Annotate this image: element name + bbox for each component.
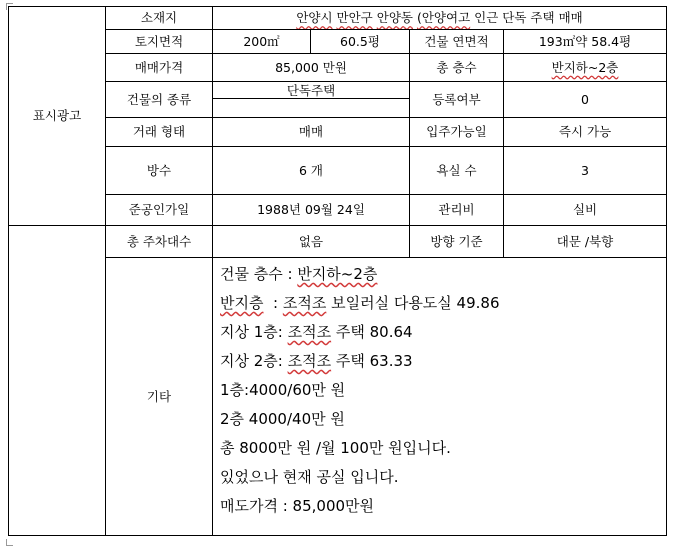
row-deal	[9, 118, 667, 147]
land-label: 토지면적	[106, 30, 213, 54]
notes-line: 지상 2층: 조적조 주택 63.33	[220, 352, 413, 370]
approval-label: 준공인가일	[106, 195, 213, 226]
rooms-value: 6 개	[213, 147, 410, 195]
direction-label: 방향 기준	[410, 226, 504, 258]
bath-value: 3	[504, 147, 667, 195]
building-type-value-cell	[213, 82, 410, 118]
address-city: 안양시	[296, 10, 333, 25]
floor-area-value: 193㎡약 58.4평	[504, 30, 667, 54]
land-pyeong: 60.5평	[311, 30, 410, 54]
floors-value	[504, 54, 667, 82]
ad-section-label: 표시광고	[32, 108, 82, 123]
notes-body	[213, 258, 667, 536]
registered-value: 0	[504, 82, 667, 118]
notes-line: 매도가격 : 85,000만원	[220, 497, 375, 515]
floor-area-label: 건물 연면적	[410, 30, 504, 54]
rooms-label: 방수	[106, 147, 213, 195]
approval-value: 1988년 09월 24일	[213, 195, 410, 226]
notes-line: 1층:4000/60만 원	[220, 381, 346, 399]
address-word: 단독	[502, 10, 527, 25]
price-value: 85,000 만원	[213, 54, 410, 82]
address-label: 소재지	[106, 7, 213, 30]
floors-value-text: 반지하~2층	[551, 59, 619, 75]
floors-label: 총 층수	[410, 54, 504, 82]
notes-line: 총 8000만 원 /월 100만 원입니다.	[220, 439, 451, 457]
notes-line: 건물 층수 : 반지하~2층	[220, 265, 378, 283]
deal-value: 매매	[213, 118, 410, 147]
move-in-label: 입주가능일	[410, 118, 504, 147]
bath-label: 욕실 수	[410, 147, 504, 195]
address-district: 만안구	[336, 10, 373, 25]
row-parking	[9, 226, 667, 258]
price-label: 매매가격	[106, 54, 213, 82]
page-corner-mark	[6, 539, 13, 546]
row-land	[9, 30, 667, 54]
address-dong: 안양동	[376, 10, 413, 25]
mgmt-label: 관리비	[410, 195, 504, 226]
notes-line: 지상 1층: 조적조 주택 80.64	[220, 323, 413, 341]
parking-label: 총 주차대수	[106, 226, 213, 258]
land-m2: 200㎡	[213, 30, 311, 54]
row-address	[9, 7, 667, 30]
parking-value: 없음	[213, 226, 410, 258]
registered-label: 등록여부	[410, 82, 504, 118]
address-word: 주택	[530, 10, 555, 25]
row-approval	[9, 195, 667, 226]
building-type-value: 단독주택	[213, 84, 409, 99]
mgmt-value: 실비	[504, 195, 667, 226]
notes-line: 2층 4000/40만 원	[220, 410, 345, 428]
property-listing-table	[8, 6, 667, 536]
ad-section-label-cell	[9, 7, 106, 226]
address-value	[213, 7, 667, 30]
deal-label: 거래 형태	[106, 118, 213, 147]
address-word: 매매	[558, 10, 583, 25]
notes-line: 반지층 : 조적조 보일러실 다용도실 49.86	[220, 294, 500, 312]
building-type-label: 건물의 종류	[106, 82, 213, 118]
row-price	[9, 54, 667, 82]
notes-line: 있었으나 현재 공실 입니다.	[220, 468, 399, 486]
move-in-value: 즉시 가능	[504, 118, 667, 147]
row-notes	[9, 258, 667, 536]
address-landmark: (안양여고	[416, 10, 471, 25]
row-building-type	[9, 82, 667, 118]
address-word: 인근	[474, 10, 499, 25]
lower-section-label-cell	[9, 226, 106, 536]
direction-value: 대문 /북향	[504, 226, 667, 258]
notes-label: 기타	[106, 258, 213, 536]
row-rooms	[9, 147, 667, 195]
